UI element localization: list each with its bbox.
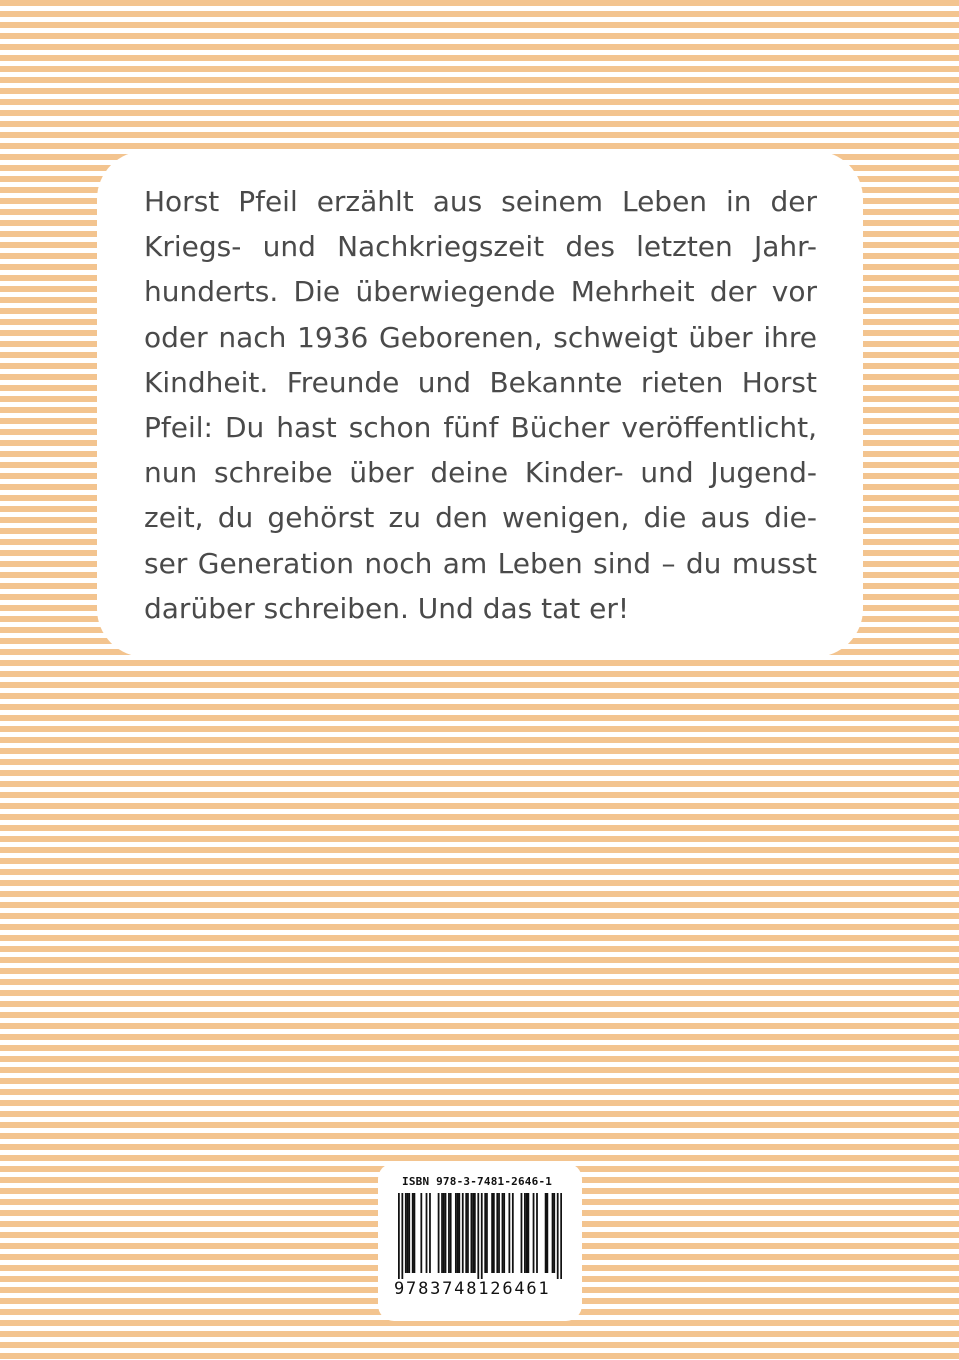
blurb-line: hunderts. Die überwiegende Mehrheit der vor: [144, 275, 817, 309]
ean-digits: 9783748126461: [394, 1279, 551, 1299]
barcode-bar: [462, 1193, 464, 1273]
barcode-bar: [533, 1193, 535, 1273]
blurb-line: Horst Pfeil erzählt aus seinem Leben in der: [144, 185, 817, 218]
barcode-bar: [445, 1193, 447, 1273]
barcode-bar: [401, 1193, 403, 1279]
barcode-bar: [491, 1193, 493, 1273]
barcode-bar: [545, 1193, 547, 1273]
barcode-bar: [412, 1193, 414, 1273]
barcode-bar: [557, 1193, 559, 1279]
barcode-bar: [486, 1193, 488, 1273]
barcode-bar: [408, 1193, 410, 1273]
barcode-bar: [465, 1193, 467, 1273]
barcode-bar: [484, 1193, 486, 1273]
barcode-bar: [481, 1193, 483, 1279]
barcode-bar: [527, 1193, 529, 1273]
barcode-bar: [457, 1193, 459, 1273]
blurb-line: ser Generation noch am Leben sind – du musst: [144, 546, 817, 580]
barcode-bar: [472, 1193, 474, 1273]
barcode-icon: [398, 1193, 562, 1279]
barcode-bar: [407, 1193, 409, 1273]
barcode-bar: [526, 1193, 528, 1273]
barcode-bar: [496, 1193, 498, 1273]
blurb-line: darüber schreiben. Und das tat er!: [144, 591, 630, 625]
barcode-bar: [405, 1193, 407, 1273]
barcode-bar: [553, 1193, 555, 1273]
barcode-bar: [477, 1193, 479, 1279]
barcode-bar: [414, 1193, 416, 1273]
barcode-bar: [398, 1193, 400, 1279]
blurb-line: Kriegs- und Nachkriegszeit des letzten Jahr-: [144, 230, 817, 264]
barcode-bar: [471, 1193, 473, 1273]
barcode-bar: [426, 1193, 428, 1273]
barcode-bar: [524, 1193, 526, 1273]
barcode-bar: [560, 1193, 562, 1279]
barcode-bar: [493, 1193, 495, 1273]
barcode-bar: [443, 1193, 445, 1273]
barcode-bar: [467, 1193, 469, 1273]
barcode-bar: [438, 1193, 440, 1273]
barcode-bar: [503, 1193, 505, 1273]
blurb-line: zeit, du gehörst zu den wenigen, die aus die-: [144, 501, 817, 535]
isbn-label: ISBN 978-3-7481-2646-1: [402, 1175, 553, 1188]
barcode-bar: [448, 1193, 450, 1273]
barcode-bar: [441, 1193, 443, 1273]
blurb-line: Kindheit. Freunde und Bekannte rieten Horst: [144, 365, 817, 399]
barcode-bar: [420, 1193, 422, 1273]
barcode-bar: [450, 1193, 452, 1273]
blurb-line: oder nach 1936 Geborenen, schweigt über ihre: [144, 320, 817, 354]
barcode-bar: [474, 1193, 476, 1273]
barcode-bar: [502, 1193, 504, 1273]
barcode-bar: [458, 1193, 460, 1273]
barcode-bar: [512, 1193, 514, 1273]
barcode-bar: [546, 1193, 548, 1273]
blurb-line: nun schreibe über deine Kinder- und Jugend-: [144, 456, 817, 490]
barcode-bar: [455, 1193, 457, 1273]
barcode-bar: [536, 1193, 538, 1273]
barcode-bar: [429, 1193, 431, 1273]
barcode-bar: [521, 1193, 523, 1273]
blurb-panel: [97, 151, 863, 657]
blurb-line: Pfeil: Du hast schon fünf Bücher veröffentlicht,: [144, 410, 817, 444]
barcode-bar: [508, 1193, 510, 1273]
barcode-bar: [552, 1193, 554, 1273]
barcode-bar: [498, 1193, 500, 1273]
barcode-panel: [378, 1163, 582, 1321]
